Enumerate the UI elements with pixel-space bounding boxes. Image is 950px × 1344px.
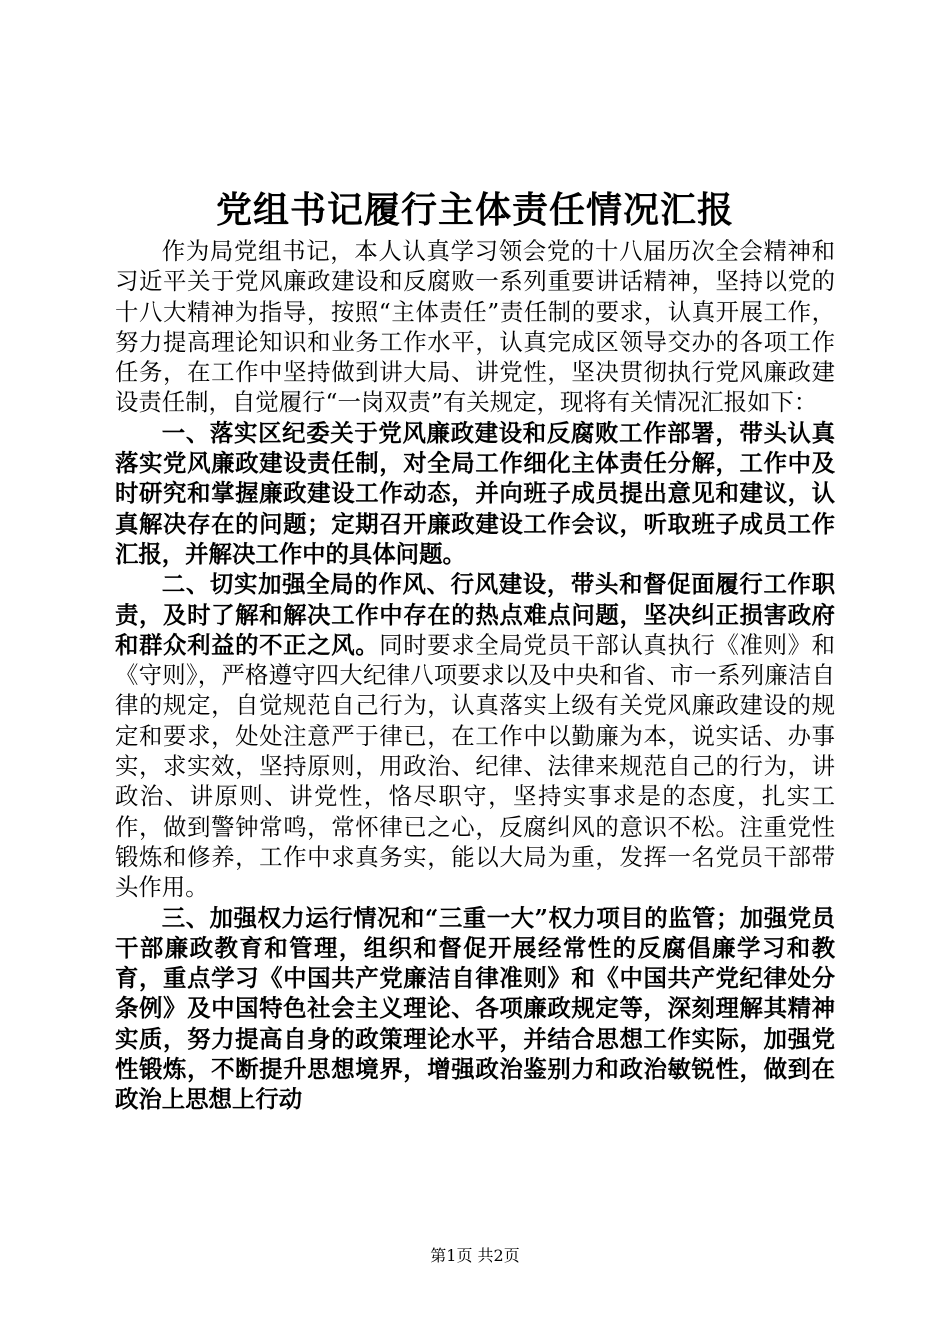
paragraph-bold-text: 三、加强权力运行情况和“三重一大”权力项目的监管；加强党员干部廉政教育和管理，组织和督促开展经常性的反腐倡廉学习和教育，重点学习《中国共产党廉洁自律准则》和《中国共产党纪律处分条例》及中国特色社会主义理论、各项廉政规定等，深刻理解其精神实质，努力提高自身的政策理论水平，并结合思想工作实际，加强党性锻炼，不断提升思想境界，增强政治鉴别力和政治敏锐性，做到在政治上思想上行动 [115,903,835,1114]
document-body [115,236,835,1115]
paragraph-bold-text: 二、切实加强全局的作风、行风建设，带头和督促面履行工作职责，及时了解和解决工作中存在的热点难点问题，坚决纠正损害政府和群众利益的不正之风。 [115,570,835,659]
paragraph-section-3 [115,903,835,1115]
paragraph-bold-text: 一、落实区纪委关于党风廉政建设和反腐败工作部署，带头认真落实党风廉政建设责任制，对全局工作细化主体责任分解，工作中及时研究和掌握廉政建设工作动态，并向班子成员提出意见和建议，认真解决存在的问题；定期召开廉政建设工作会议，听取班子成员工作汇报，并解决工作中的具体问题。 [115,418,835,568]
page-number-footer: 第1页 共2页 [430,1246,520,1265]
document-title: 党组书记履行主体责任情况汇报 [215,189,734,231]
paragraph-text: 同时要求全局党员干部认真执行《准则》和《守则》，严格遵守四大纪律八项要求以及中央和省、市一系列廉洁自律的规定，自觉规范自己行为，认真落实上级有关党风廉政建设的规定和要求，处处注意严于律已，在工作中以勤廉为本，说实话、办事实，求实效，坚持原则，用政治、纪律、法律来规范自己的行为，讲政治、讲原则、讲党性，恪尽职守，坚持实事求是的态度，扎实工作，做到警钟常鸣，常怀律已之心，反腐纠风的意识不松。注重党性锻炼和修养，工作中求真务实，能以大局为重，发挥一名党员干部带头作用。 [115,630,836,902]
paragraph-section-1 [115,418,835,569]
paragraph-section-2 [115,569,835,902]
paragraph-text: 作为局党组书记，本人认真学习领会党的十八届历次全会精神和习近平关于党风廉政建设和反腐败一系列重要讲话精神，坚持以党的十八大精神为指导，按照“主体责任”责任制的要求，认真开展工作，努力提高理论知识和业务工作水平，认真完成区领导交办的各项工作任务，在工作中坚持做到讲大局、讲党性，坚决贯彻执行党风廉政建设责任制，自觉履行“一岗双责”有关规定，现将有关情况汇报如下： [115,237,835,417]
paragraph-intro [115,236,835,418]
